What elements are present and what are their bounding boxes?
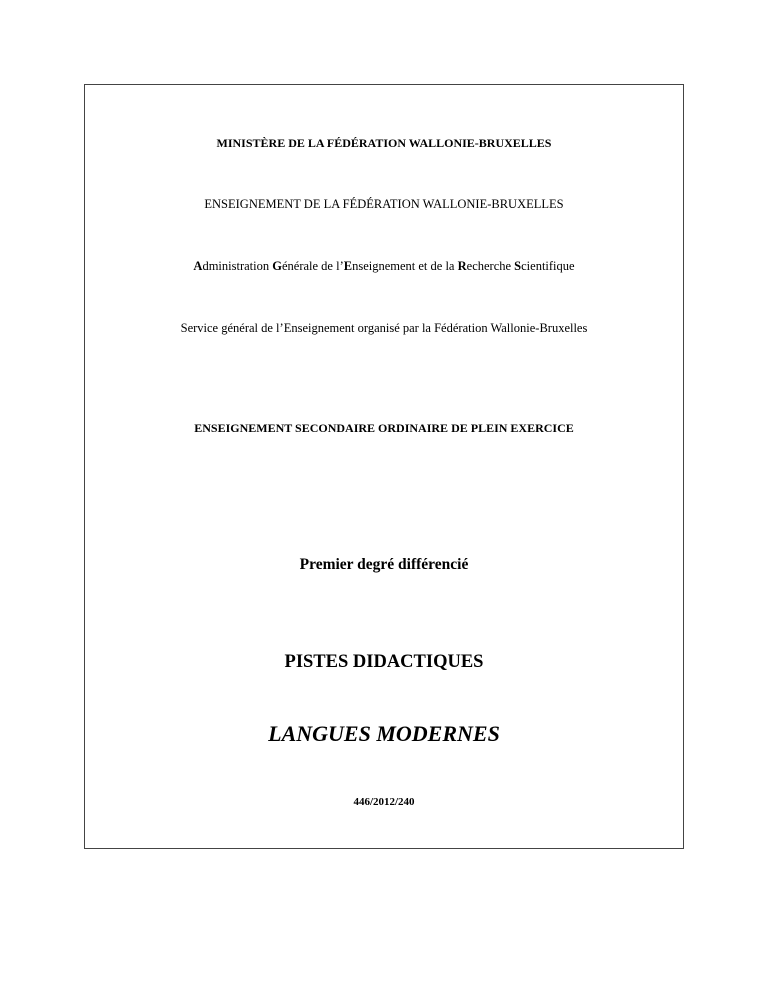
ministry-heading: MINISTÈRE DE LA FÉDÉRATION WALLONIE-BRUXELLES [216, 136, 552, 150]
admin-initial: G [272, 259, 282, 273]
degree-title: Premier degré différencié [299, 556, 469, 573]
admin-initial: R [457, 259, 467, 273]
service-line: Service général de l’Enseignement organisé par la Fédération Wallonie-Bruxelles [180, 321, 588, 335]
document-type-title: PISTES DIDACTIQUES [284, 652, 484, 672]
education-level-heading: ENSEIGNEMENT SECONDAIRE ORDINAIRE DE PLEIN EXERCICE [194, 421, 574, 435]
admin-text: nseignement et de la [352, 259, 458, 273]
admin-initial: A [193, 259, 203, 273]
enseignement-heading: ENSEIGNEMENT DE LA FÉDÉRATION WALLONIE-BRUXELLES [204, 197, 564, 211]
subject-title: LANGUES MODERNES [268, 721, 500, 746]
reference-number: 446/2012/240 [353, 796, 415, 808]
admin-initial: E [343, 259, 353, 273]
admin-text: dministration [202, 259, 273, 273]
admin-text: énérale de l’ [281, 259, 344, 273]
admin-initial: S [514, 259, 522, 273]
admin-text: cientifique [521, 259, 575, 273]
cover-frame [84, 84, 684, 849]
administration-line [85, 259, 683, 274]
admin-text: echerche [466, 259, 515, 273]
